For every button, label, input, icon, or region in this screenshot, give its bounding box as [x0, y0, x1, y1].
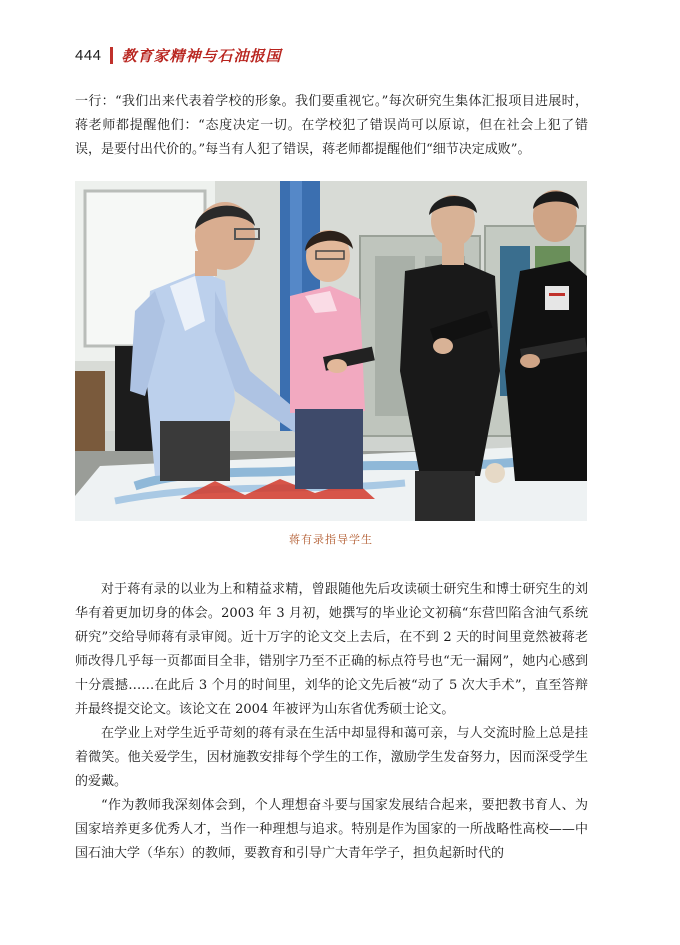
photo-caption: 蒋有录指导学生 [289, 533, 373, 546]
paragraph-2: 对于蒋有录的以业为上和精益求精，曾跟随他先后攻读硕士研究生和博士研究生的刘华有着更加切身的体会。2003 年 3 月初，她撰写的毕业论文初稿“东营凹陷含油气系统研究”交给导师蒋有录审阅。近十万字的论文交上去后，在不到 2 天的时间里竟然被蒋老师改得几乎每一页都面目全非，错别字乃至不正确的标点符号也“无一漏网”，她内心感到十分震撼……在此后 3 个月的时间里，刘华的论文先后被“动了 5 次大手术”，直至答辩并最终提交论文。该论文在 2004 年被评为山东省优秀硕士论文。 [75, 582, 588, 717]
paragraph-3: 在学业上对学生近乎苛刻的蒋有录在生活中却显得和蔼可亲，与人交流时脸上总是挂着微笑。他关爱学生，因材施教安排每个学生的工作，激励学生发奋努力，因而深受学生的爱戴。 [75, 726, 588, 789]
header-divider [110, 47, 113, 64]
paragraph-4: “作为教师我深刻体会到，个人理想奋斗要与国家发展结合起来，要把教书育人、为国家培养更多优秀人才，当作一种理想与追求。特别是作为国家的一所战略性高校——中国石油大学（华东）的教师，要教育和引导广大青年学子，担负起新时代的 [75, 798, 588, 861]
book-title: 教育家精神与石油报国 [121, 46, 282, 65]
page-header [75, 42, 282, 68]
page-number: 444 [75, 46, 102, 64]
photo-teacher-guiding-students [75, 181, 587, 521]
paragraph-1: 一行：“我们出来代表着学校的形象。我们要重视它。”每次研究生集体汇报项目进展时，蒋老师都提醒他们：“态度决定一切。在学校犯了错误尚可以原谅，但在社会上犯了错误，是要付出代价的。”每当有人犯了错误，蒋老师都提醒他们“细节决定成败”。 [75, 94, 588, 157]
